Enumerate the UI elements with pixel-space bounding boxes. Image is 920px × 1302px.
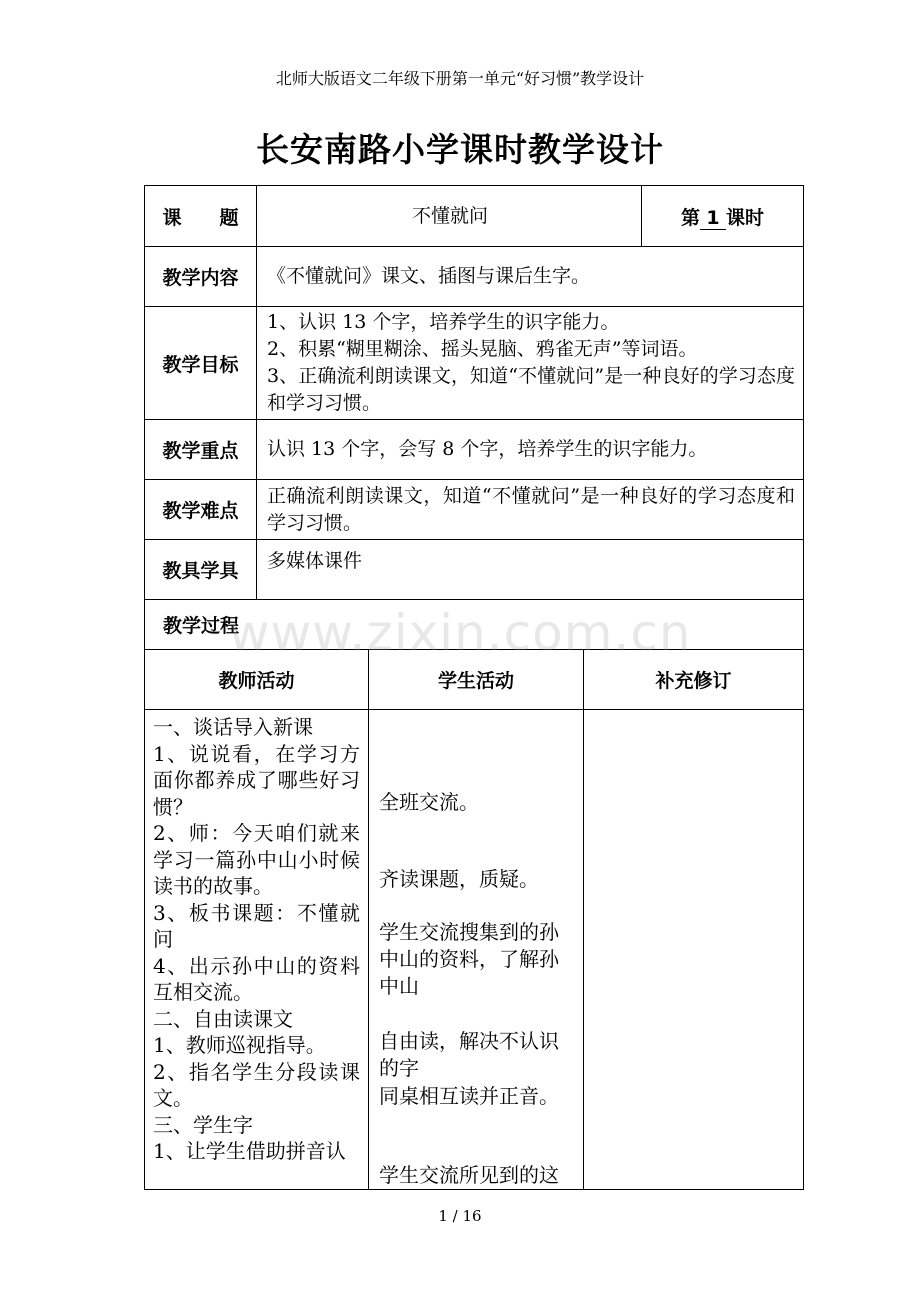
goal-item: 3、正确流利朗读课文，知道“不懂就问”是一种良好的学习态度和学习习惯。 (267, 365, 795, 414)
teacher-activities (145, 710, 369, 1190)
goals-label: 教学目标 (145, 307, 257, 420)
difficulty-row (145, 480, 804, 540)
student-step: 学生交流所见到的这 (379, 1163, 559, 1187)
student-step: 学生交流搜集到的孙中山的资料，了解孙中山 (379, 920, 559, 998)
topic-row (145, 186, 804, 247)
student-step: 自由读，解决不认识的字 (379, 1029, 559, 1080)
content-value: 《不懂就问》课文、插图与课后生字。 (257, 247, 804, 307)
teacher-step: 1、说说看，在学习方面你都养成了哪些好习惯？ (153, 741, 360, 819)
student-step: 齐读课题，质疑。 (379, 867, 539, 891)
student-step: 全班交流。 (379, 790, 479, 814)
key-label: 教学重点 (145, 420, 257, 480)
content-row (145, 247, 804, 307)
goals-cell (257, 307, 804, 420)
teacher-step: 4、出示孙中山的资料互相交流。 (153, 953, 360, 1004)
content-label: 教学内容 (145, 247, 257, 307)
process-header-row (145, 650, 804, 710)
teacher-step: 2、师：今天咱们就来学习一篇孙中山小时候读书的故事。 (153, 821, 360, 898)
process-row (145, 600, 804, 650)
goal-item: 2、积累“糊里糊涂、摇头晃脑、鸦雀无声”等词语。 (267, 338, 698, 360)
notes-column-header: 补充修订 (584, 650, 804, 710)
teacher-step: 1、让学生借助拼音认 (153, 1139, 346, 1163)
lesson-prefix: 第 (680, 206, 700, 229)
tools-label: 教具学具 (145, 540, 257, 600)
topic-label: 课 题 (145, 186, 257, 247)
student-column-header: 学生活动 (369, 650, 584, 710)
tools-value: 多媒体课件 (257, 540, 804, 600)
info-table (144, 185, 804, 650)
teacher-step: 二、自由读课文 (153, 1006, 293, 1031)
topic-value: 不懂就问 (257, 186, 642, 247)
process-table (144, 649, 804, 1190)
teacher-column-header: 教师活动 (145, 650, 369, 710)
lesson-suffix: 课时 (726, 206, 765, 229)
process-label: 教学过程 (145, 600, 804, 650)
document-title: 长安南路小学课时教学设计 (256, 130, 664, 169)
goals-row (145, 307, 804, 420)
tools-row (145, 540, 804, 600)
difficulty-value: 正确流利朗读课文，知道“不懂就问”是一种良好的学习态度和学习习惯。 (257, 480, 804, 540)
teacher-step: 一、谈话导入新课 (153, 715, 313, 739)
key-value: 认识 13 个字，会写 8 个字，培养学生的识字能力。 (257, 420, 804, 480)
page-header: 北师大版语文二年级下册第一单元“好习惯”教学设计 (275, 69, 645, 88)
lesson-number: 1 (700, 207, 726, 230)
key-row (145, 420, 804, 480)
student-activities (369, 710, 584, 1190)
goal-item: 1、认识 13 个字，培养学生的识字能力。 (267, 311, 620, 333)
notes-cell (584, 710, 804, 1190)
teacher-step: 2、指名学生分段读课文。 (153, 1059, 360, 1110)
teacher-step: 3、板书课题：不懂就问 (153, 900, 360, 951)
difficulty-label: 教学难点 (145, 480, 257, 540)
student-step: 同桌相互读并正音。 (379, 1084, 559, 1108)
teacher-step: 三、学生字 (153, 1112, 253, 1137)
page-number: 1 / 16 (438, 1207, 482, 1225)
lesson-count (642, 186, 804, 247)
teacher-step: 1、教师巡视指导。 (153, 1033, 326, 1057)
process-body-row (145, 710, 804, 1190)
watermark: www.zixin.com.cn (228, 604, 692, 662)
